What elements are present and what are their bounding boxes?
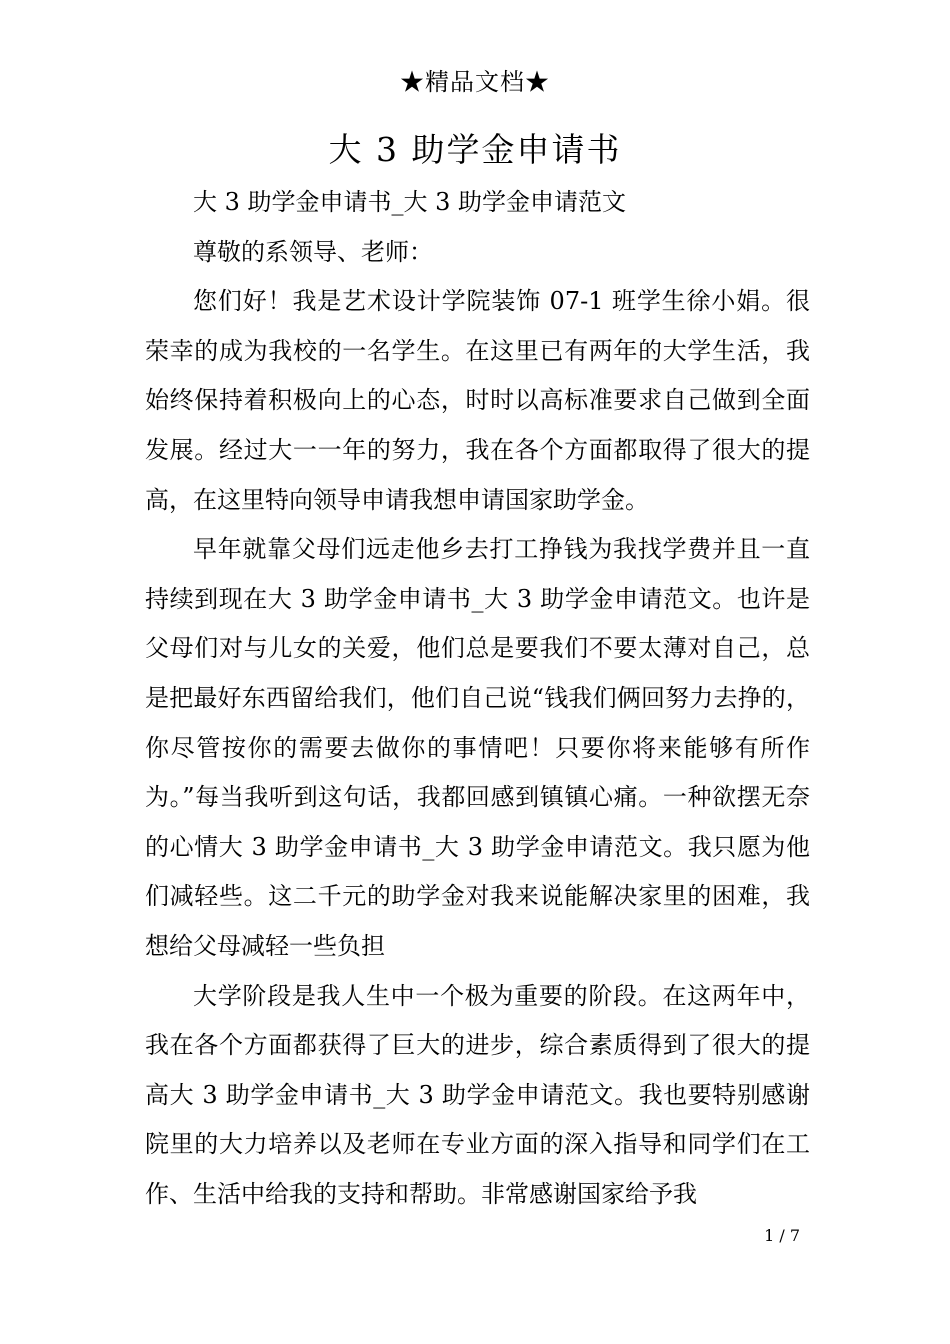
- body-paragraph: 大学阶段是我人生中一个极为重要的阶段。在这两年中，我在各个方面都获得了巨大的进步，综合素质得到了很大的提高大 3 助学金申请书_大 3 助学金申请范文。我也要特别感谢院里的大力培养以及老师在专业方面的深入指导和同学们在工作、生活中给我的支持和帮助。非常感谢国家给予我: [145, 981, 810, 1208]
- document-header: ★精品文档★: [400, 68, 550, 96]
- document-body: [145, 178, 810, 1219]
- body-paragraph: 您们好！我是艺术设计学院装饰 07-1 班学生徐小娟。很荣幸的成为我校的一名学生。在这里已有两年的大学生活，我始终保持着积极向上的心态，时时以高标准要求自己做到全面发展。经过大一一年的努力，我在各个方面都取得了很大的提高，在这里特向领导申请我想申请国家助学金。: [145, 287, 810, 514]
- document-title: 大 3 助学金申请书: [328, 130, 622, 169]
- body-paragraph: 早年就靠父母们远走他乡去打工挣钱为我找学费并且一直持续到现在大 3 助学金申请书_大 3 助学金申请范文。也许是父母们对与儿女的关爱，他们总是要我们不要太薄对自己，总是把最好东西留给我们，他们自己说“钱我们俩回努力去挣的，你尽管按你的需要去做你的事情吧！只要你将来能够有所作为。”每当我听到这句话，我都回感到镇镇心痛。一种欲摆无奈的心情大 3 助学金申请书_大 3 助学金申请范文。我只愿为他们减轻些。这二千元的助学金对我来说能解决家里的困难，我想给父母减轻一些负担: [145, 535, 810, 960]
- page-number: 1 / 7: [764, 1226, 800, 1245]
- salutation-paragraph: 尊敬的系领导、老师：: [193, 237, 433, 266]
- subtitle-paragraph: 大 3 助学金申请书_大 3 助学金申请范文: [193, 188, 627, 216]
